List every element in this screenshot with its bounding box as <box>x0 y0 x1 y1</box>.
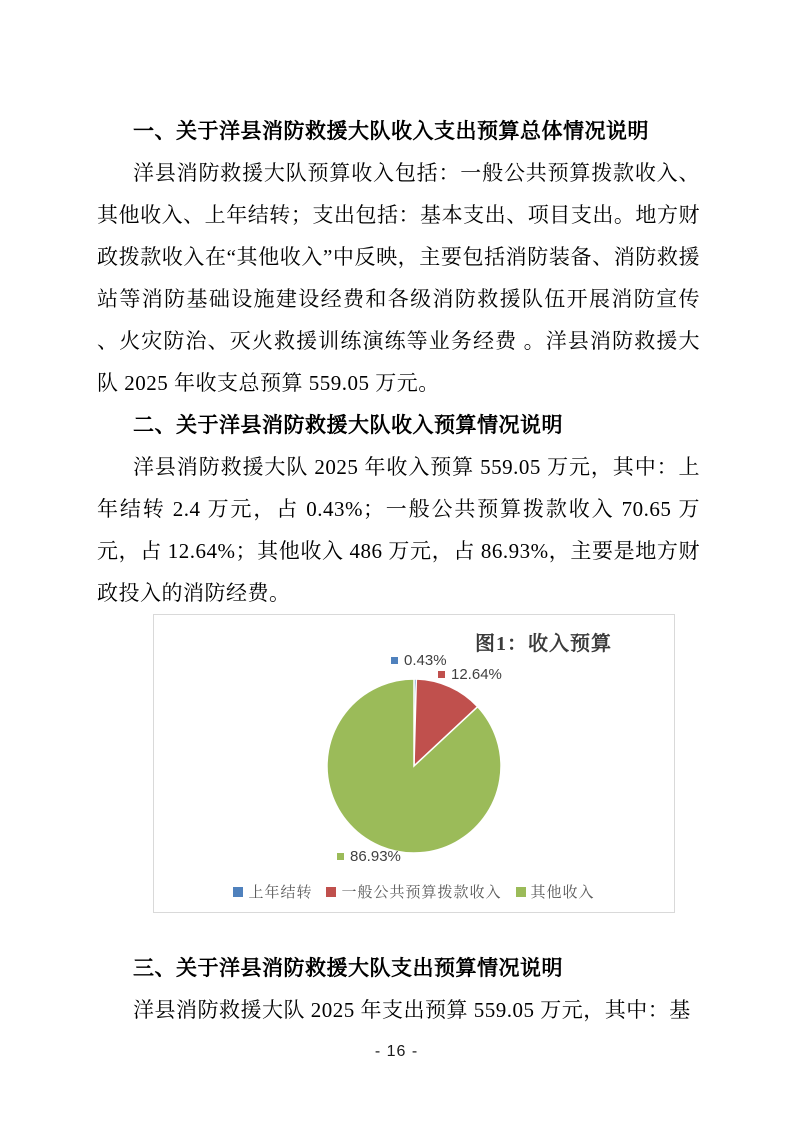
legend-label: 上年结转 <box>248 885 313 901</box>
income-budget-chart-frame <box>153 614 675 913</box>
legend-marker-carryover <box>233 887 243 897</box>
section-body-expenditure: 洋县消防救援大队 2025 年支出预算 559.05 万元，其中：基 <box>133 998 691 1022</box>
section-body-income: 洋县消防救援大队 2025 年收入预算 559.05 万元，其中：上年结转 2.4 万元，占 0.43%；一般公共预算拨款收入 70.65 万元，占 12.64%；其他收入 486 万元，占 86.93%，主要是地方财政投入的消防经费。 <box>97 455 700 605</box>
pie-label-marker-other-income <box>337 853 344 860</box>
document-content <box>97 110 700 1031</box>
legend-item-other-income <box>516 881 595 902</box>
legend-marker-public-budget <box>326 887 336 897</box>
section-heading-overview: 一、关于洋县消防救援大队收入支出预算总体情况说明 <box>133 119 649 143</box>
page-number: - 16 - <box>374 1043 419 1060</box>
pie-data-label-public-budget <box>438 666 502 683</box>
pie-label-marker-carryover <box>391 657 398 664</box>
section-heading-expenditure: 三、关于洋县消防救援大队支出预算情况说明 <box>133 956 563 980</box>
section-body-overview: 洋县消防救援大队预算收入包括：一般公共预算拨款收入、其他收入、上年结转；支出包括：基本支出、项目支出。地方财政拨款收入在“其他收入”中反映，主要包括消防装备、消防救援站等消防基础设施建设经费和各级消防救援队伍开展消防宣传 、火灾防治、灭火救援训练演练等业务经费 。洋县消防救援大队 2025 年收支总预算 559.05 万元。 <box>97 161 700 395</box>
legend-label: 一般公共预算拨款收入 <box>341 885 502 901</box>
chart-legend <box>154 881 674 902</box>
chart-title: 图1：收入预算 <box>475 633 612 655</box>
pie-label-marker-public-budget <box>438 671 445 678</box>
pie-data-label-text: 0.43% <box>404 652 447 669</box>
pie-data-label-other-income <box>337 848 401 865</box>
section-heading-income: 二、关于洋县消防救援大队收入预算情况说明 <box>133 413 563 437</box>
legend-item-carryover <box>233 881 312 902</box>
legend-label: 其他收入 <box>530 885 595 901</box>
pie-data-label-text: 12.64% <box>451 666 502 683</box>
pie-chart <box>326 678 502 854</box>
legend-marker-other-income <box>516 887 526 897</box>
pie-data-label-text: 86.93% <box>350 848 401 865</box>
legend-item-public-budget <box>326 881 501 902</box>
